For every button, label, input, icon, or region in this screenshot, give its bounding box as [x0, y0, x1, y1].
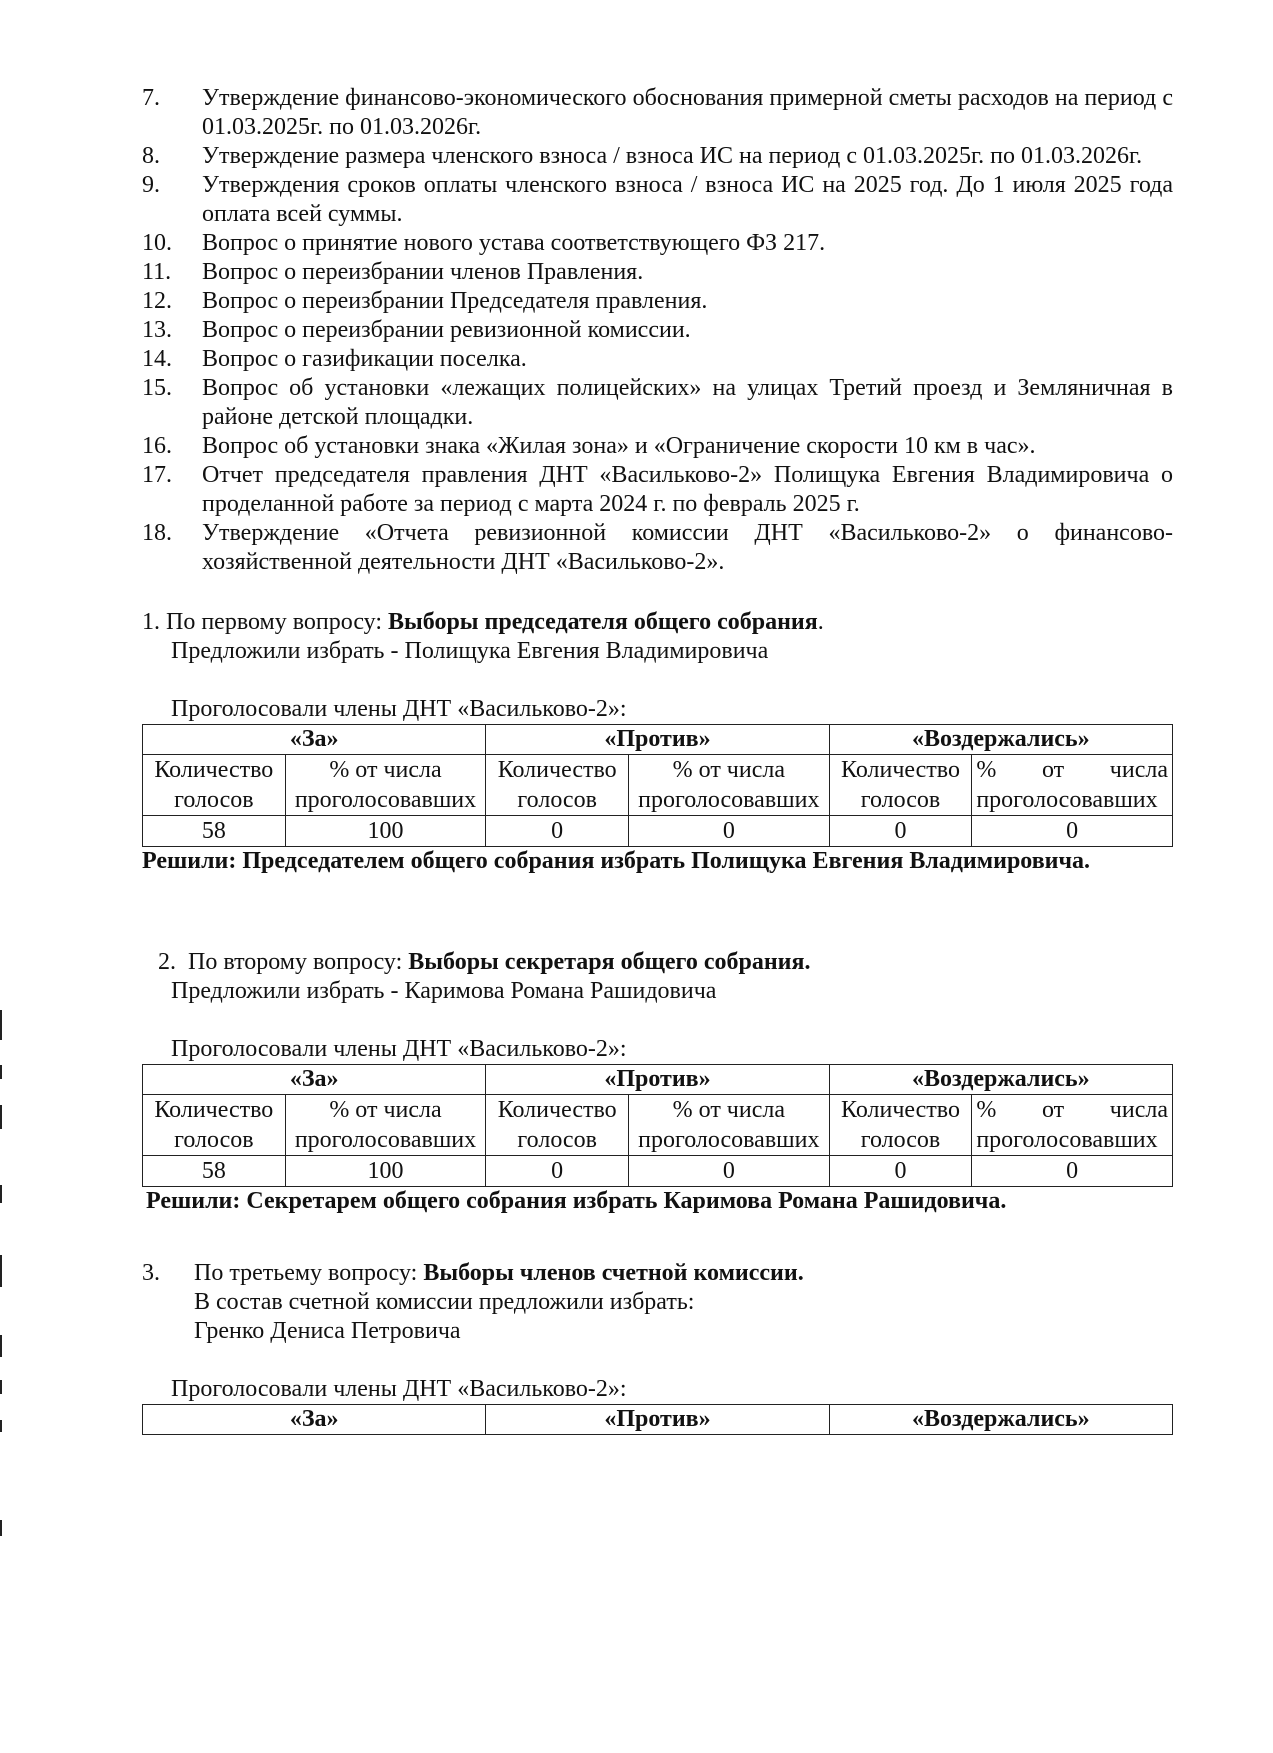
col-percent: % от числа проголосовавших [629, 1095, 830, 1156]
col-percent: % от числа проголосовавших [629, 755, 830, 816]
agenda-list [142, 84, 1173, 577]
value-cell: 58 [143, 1156, 286, 1187]
question-2-vote-table [142, 1064, 1173, 1187]
scan-mark [0, 1065, 2, 1079]
agenda-item-number: 8. [142, 143, 160, 169]
agenda-item-number: 14. [142, 346, 172, 372]
question-2-proposed: Предложили избрать - Каримова Романа Рашидовича [171, 978, 717, 1004]
question-1-topic: Выборы председателя общего собрания [388, 609, 818, 635]
col-count: Количество голосов [829, 755, 972, 816]
value-cell: 100 [285, 816, 486, 847]
value-cell: 0 [629, 1156, 830, 1187]
col-percent: % от числа проголосовавших [972, 755, 1173, 816]
agenda-item [142, 345, 1173, 374]
agenda-item-text: Вопрос об установки «лежащих полицейских» на улицах Третий проезд и Земляничная в районе детской площадки. [202, 375, 1173, 430]
question-3-voted-label: Проголосовали члены ДНТ «Васильково-2»: [171, 1376, 627, 1402]
scan-mark [0, 1420, 2, 1432]
value-cell: 0 [972, 1156, 1173, 1187]
agenda-item [142, 461, 1173, 519]
value-cell: 0 [829, 816, 972, 847]
question-3-section [142, 1259, 1173, 1435]
question-2-section [142, 948, 1173, 1216]
header-za: «За» [143, 1065, 486, 1095]
question-1-vote-table [142, 724, 1173, 847]
question-2-topic: Выборы секретаря общего собрания. [408, 949, 811, 975]
value-cell: 0 [486, 1156, 629, 1187]
agenda-item [142, 171, 1173, 229]
question-2-number: 2. [158, 949, 176, 975]
question-1-decision: Решили: Председателем общего собрания избрать Полищука Евгения Владимировича. [142, 848, 1091, 874]
question-1-number: 1. [142, 609, 160, 635]
question-2-intro: По второму вопросу: [188, 949, 403, 975]
agenda-item-text: Утверждение «Отчета ревизионной комиссии ДНТ «Васильково-2» о финансово-хозяйственной деятельности ДНТ «Васильково-2». [202, 520, 1173, 575]
question-1-voted-label: Проголосовали члены ДНТ «Васильково-2»: [171, 696, 627, 722]
header-za: «За» [143, 1405, 486, 1435]
question-3-line2: В состав счетной комиссии предложили избрать: [194, 1289, 695, 1315]
scan-mark [0, 1010, 2, 1040]
question-3-number: 3. [142, 1260, 160, 1286]
question-2-voted-label: Проголосовали члены ДНТ «Васильково-2»: [171, 1036, 627, 1062]
header-protiv: «Против» [486, 1405, 829, 1435]
header-vozd: «Воздержались» [829, 725, 1172, 755]
agenda-item-text: Отчет председателя правления ДНТ «Васильково-2» Полищука Евгения Владимировича о проделанной работе за период с марта 2024 г. по февраль 2025 г. [202, 462, 1173, 517]
agenda-item-number: 11. [142, 259, 172, 285]
agenda-item-text: Утверждения сроков оплаты членского взноса / взноса ИС на 2025 год. До 1 июля 2025 года оплата всей суммы. [202, 172, 1173, 227]
question-3-intro: По третьему вопросу: [194, 1260, 418, 1286]
header-vozd: «Воздержались» [829, 1065, 1172, 1095]
scan-mark [0, 1105, 2, 1129]
value-cell: 0 [486, 816, 629, 847]
agenda-item [142, 287, 1173, 316]
question-1-proposed: Предложили избрать - Полищука Евгения Владимировича [171, 638, 769, 664]
question-2-decision: Решили: Секретарем общего собрания избрать Каримова Романа Рашидовича. [146, 1188, 1007, 1214]
scan-mark [0, 1335, 2, 1357]
agenda-item [142, 84, 1173, 142]
col-percent: % от числа проголосовавших [285, 755, 486, 816]
agenda-item-number: 15. [142, 375, 172, 401]
agenda-item [142, 374, 1173, 432]
value-cell: 0 [829, 1156, 972, 1187]
question-3-topic: Выборы членов счетной комиссии. [423, 1260, 804, 1286]
agenda-item-text: Вопрос о переизбрании членов Правления. [202, 259, 644, 285]
scan-mark [0, 1520, 2, 1536]
col-count: Количество голосов [143, 755, 286, 816]
agenda-item-text: Утверждение размера членского взноса / взноса ИС на период с 01.03.2025г. по 01.03.2026г. [202, 143, 1143, 169]
scan-mark [0, 1255, 2, 1287]
agenda-item-text: Вопрос об установки знака «Жилая зона» и «Ограничение скорости 10 км в час». [202, 433, 1036, 459]
col-percent: % от числа проголосовавших [972, 1095, 1173, 1156]
agenda-item-text: Вопрос о переизбрании Председателя правления. [202, 288, 708, 314]
agenda-item-number: 13. [142, 317, 172, 343]
value-cell: 58 [143, 816, 286, 847]
col-count: Количество голосов [486, 1095, 629, 1156]
question-1-section: 1. По первому вопросу: Выборы председателя общего собрания . Предложили избрать - Полищука Евгения Владимировича Проголосовали члены ДНТ «Васильково-2»: «За» «Против» «Воздержались» Количество голосов % от числа проголосовавших Количество голосов % от числа проголосовавших Количество голосов % от числа проголосовавших 58 100 0 0 0 0 Решили: Председателем общего собрания избрать Полищука Евгения Владимировича. [142, 608, 1173, 876]
agenda-item-text: Вопрос о принятие нового устава соответствующего ФЗ 217. [202, 230, 826, 256]
agenda-item [142, 519, 1173, 577]
value-cell: 100 [285, 1156, 486, 1187]
header-vozd: «Воздержались» [829, 1405, 1172, 1435]
value-cell: 0 [629, 816, 830, 847]
table-row [143, 1156, 1173, 1187]
header-protiv: «Против» [486, 1065, 829, 1095]
header-protiv: «Против» [486, 725, 829, 755]
scan-mark [0, 1185, 2, 1203]
agenda-item-number: 12. [142, 288, 172, 314]
question-3-vote-table [142, 1404, 1173, 1435]
col-percent: % от числа проголосовавших [285, 1095, 486, 1156]
question-1-intro: По первому вопросу: [166, 609, 383, 635]
question-3-candidate: Гренко Дениса Петровича [194, 1318, 461, 1344]
col-count: Количество голосов [143, 1095, 286, 1156]
agenda-item-number: 7. [142, 85, 160, 111]
agenda-item-number: 18. [142, 520, 172, 546]
agenda-item-text: Вопрос о переизбрании ревизионной комиссии. [202, 317, 691, 343]
header-za: «За» [143, 725, 486, 755]
agenda-item [142, 316, 1173, 345]
table-row [143, 816, 1173, 847]
scan-mark [0, 1380, 2, 1394]
agenda-item [142, 142, 1173, 171]
agenda-item-number: 10. [142, 230, 172, 256]
agenda-item [142, 258, 1173, 287]
agenda-item-number: 9. [142, 172, 160, 198]
agenda-item [142, 432, 1173, 461]
agenda-item-number: 17. [142, 462, 172, 488]
agenda-item-number: 16. [142, 433, 172, 459]
agenda-item-text: Вопрос о газификации поселка. [202, 346, 527, 372]
agenda-item-text: Утверждение финансово-экономического обоснования примерной сметы расходов на период с 01.03.2025г. по 01.03.2026г. [202, 85, 1173, 140]
value-cell: 0 [972, 816, 1173, 847]
agenda-item [142, 229, 1173, 258]
col-count: Количество голосов [829, 1095, 972, 1156]
col-count: Количество голосов [486, 755, 629, 816]
